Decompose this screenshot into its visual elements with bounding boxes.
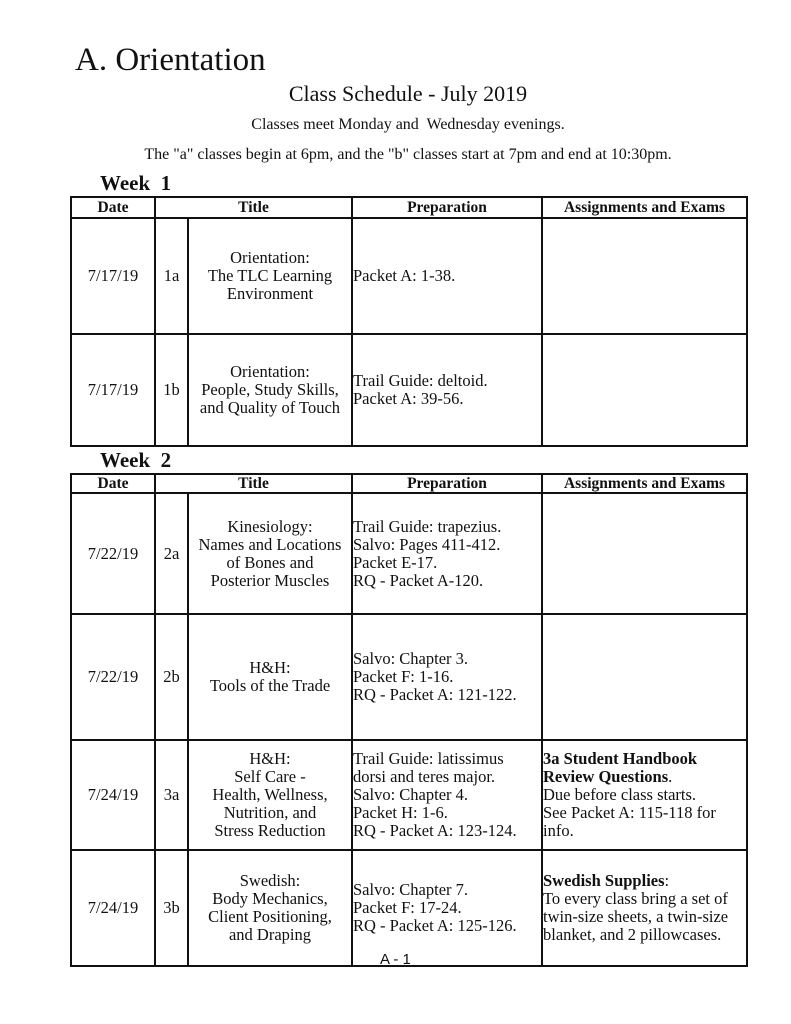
- session-class-id: 2b: [155, 614, 188, 740]
- session-assignments-line: [543, 750, 746, 768]
- session-preparation: [352, 850, 542, 966]
- session-title-line: H&H:: [249, 749, 291, 768]
- section-title: A. Orientation: [75, 42, 266, 78]
- session-class-id: 3b: [155, 850, 188, 966]
- session-class-id: 1b: [155, 334, 188, 446]
- session-title: [188, 334, 352, 446]
- session-assignments: [542, 614, 747, 740]
- week-schedule-table: [70, 196, 748, 447]
- session-row: [71, 850, 747, 966]
- page-number: A - 1: [380, 951, 411, 968]
- session-title-line: Orientation:: [230, 248, 310, 267]
- intro-line-class-times: The "a" classes begin at 6pm, and the "b" classes start at 7pm and end at 10:30pm.: [144, 146, 672, 163]
- session-title-line: Stress Reduction: [214, 821, 326, 840]
- session-row: [71, 740, 747, 850]
- session-preparation: [352, 740, 542, 850]
- session-title-line: People, Study Skills,: [201, 380, 339, 399]
- column-header-title: Title: [155, 474, 352, 493]
- column-header-preparation: Preparation: [352, 197, 542, 218]
- session-title-line: Nutrition, and: [223, 803, 317, 822]
- session-title-line: Health, Wellness,: [212, 785, 328, 804]
- session-title-line: Environment: [226, 284, 314, 303]
- table-header-row: [71, 197, 747, 218]
- session-assignments-line: info.: [543, 821, 574, 840]
- column-header-assignments: Assignments and Exams: [542, 197, 747, 218]
- session-date: 7/17/19: [71, 218, 155, 334]
- session-title-line: Kinesiology:: [227, 516, 313, 536]
- session-assignments-line: See Packet A: 115-118 for: [543, 803, 716, 822]
- session-title-line: Self Care -: [234, 767, 306, 786]
- week-label: Week 1: [100, 171, 172, 195]
- session-date: 7/22/19: [71, 493, 155, 614]
- bold-text: Review Questions: [543, 767, 669, 786]
- session-row: [71, 493, 747, 614]
- session-title-line: Posterior Muscles: [210, 570, 330, 590]
- session-preparation-line: Salvo: Pages 411-412.: [353, 534, 501, 554]
- text: .: [668, 767, 673, 786]
- session-title-line: of Bones and: [226, 552, 314, 572]
- session-preparation-line: Salvo: Chapter 7.: [353, 880, 469, 899]
- session-title-line: and Draping: [228, 925, 312, 944]
- session-assignments: [542, 850, 747, 966]
- session-preparation-line: RQ - Packet A: 121-122.: [353, 685, 517, 704]
- session-preparation-line: Trail Guide: trapezius.: [353, 516, 502, 536]
- session-assignments: [542, 740, 747, 850]
- session-title-line: Orientation:: [230, 362, 310, 381]
- session-class-id: 1a: [155, 218, 188, 334]
- column-header-date: Date: [71, 474, 155, 493]
- session-row: [71, 334, 747, 446]
- session-title-line: Names and Locations: [198, 534, 342, 554]
- column-header-assignments: Assignments and Exams: [542, 474, 747, 493]
- session-assignments-line: twin-size sheets, a twin-size: [543, 907, 729, 926]
- intro-line-meeting-days: Classes meet Monday and Wednesday evenings.: [251, 116, 565, 133]
- session-title: [188, 493, 352, 614]
- session-class-id: 3a: [155, 740, 188, 850]
- session-preparation: [352, 614, 542, 740]
- session-title-line: Body Mechanics,: [212, 889, 328, 908]
- session-assignments: [542, 493, 747, 614]
- session-title: [188, 614, 352, 740]
- session-preparation-line: dorsi and teres major.: [353, 767, 496, 786]
- schedule-title: Class Schedule - July 2019: [288, 81, 528, 106]
- session-preparation-line: Trail Guide: latissimus: [353, 749, 504, 768]
- column-header-title: Title: [155, 197, 352, 218]
- bold-text: 3a Student Handbook: [543, 749, 698, 768]
- session-preparation-line: Packet F: 1-16.: [353, 667, 454, 686]
- session-assignments-line: [543, 768, 746, 786]
- session-preparation-line: Packet A: 1-38.: [353, 266, 456, 285]
- session-date: 7/17/19: [71, 334, 155, 446]
- session-assignments-line: To every class bring a set of: [543, 889, 728, 908]
- table-body: [71, 218, 747, 446]
- session-date: 7/22/19: [71, 614, 155, 740]
- session-title-line: Tools of the Trade: [209, 676, 331, 695]
- session-row: [71, 218, 747, 334]
- session-title-line: The TLC Learning: [207, 266, 333, 285]
- table-body: [71, 493, 747, 966]
- session-row: [71, 614, 747, 740]
- session-assignments: [542, 334, 747, 446]
- session-title: [188, 218, 352, 334]
- session-preparation-line: RQ - Packet A: 125-126.: [353, 916, 517, 935]
- session-preparation: [352, 334, 542, 446]
- session-title-line: H&H:: [249, 658, 291, 677]
- session-preparation-line: Trail Guide: deltoid.: [353, 371, 488, 390]
- session-class-id: 2a: [155, 493, 188, 614]
- session-preparation-line: Packet F: 17-24.: [353, 898, 462, 917]
- session-title: [188, 850, 352, 966]
- session-title: [188, 740, 352, 850]
- session-assignments-line: Due before class starts.: [543, 785, 697, 804]
- week-schedule-table: [70, 473, 748, 967]
- session-preparation-line: RQ - Packet A-120.: [353, 570, 484, 590]
- session-title-line: Client Positioning,: [208, 907, 332, 926]
- session-preparation-line: Packet A: 39-56.: [353, 389, 464, 408]
- session-assignments: [542, 218, 747, 334]
- session-preparation-line: Packet H: 1-6.: [353, 803, 448, 822]
- column-header-preparation: Preparation: [352, 474, 542, 493]
- week-label: Week 2: [100, 448, 172, 472]
- bold-text: Swedish Supplies: [543, 871, 665, 890]
- session-title-line: and Quality of Touch: [199, 398, 341, 417]
- session-date: 7/24/19: [71, 740, 155, 850]
- session-preparation-line: Salvo: Chapter 3.: [353, 649, 469, 668]
- session-assignments-line: blanket, and 2 pillowcases.: [543, 925, 722, 944]
- text: :: [664, 871, 670, 890]
- session-preparation-line: RQ - Packet A: 123-124.: [353, 821, 517, 840]
- session-preparation: [352, 493, 542, 614]
- session-preparation-line: Salvo: Chapter 4.: [353, 785, 469, 804]
- column-header-date: Date: [71, 197, 155, 218]
- session-preparation: [352, 218, 542, 334]
- session-title-line: Swedish:: [239, 871, 301, 890]
- session-assignments-line: [543, 872, 746, 890]
- session-preparation-line: Packet E-17.: [353, 552, 438, 572]
- table-header-row: [71, 474, 747, 493]
- session-date: 7/24/19: [71, 850, 155, 966]
